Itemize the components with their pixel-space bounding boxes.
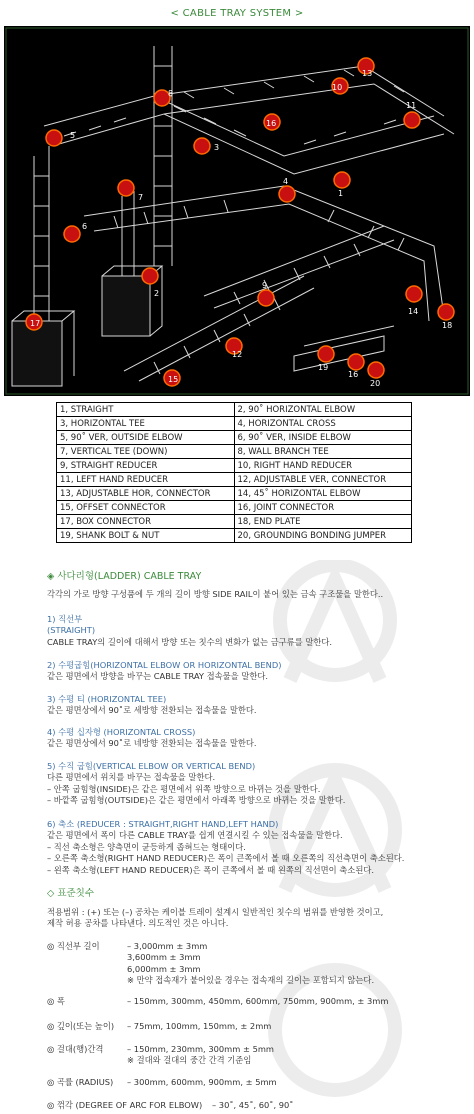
ladder-description: 각각의 가로 방향 구성품에 두 개의 길이 방향 SIDE RAIL이 붙어 있는 금속 구조물을 말한다.. xyxy=(47,589,384,599)
parts-cell: 8, WALL BRANCH TEE xyxy=(234,445,412,459)
ladder-item-title: 1) 직선부 xyxy=(47,614,83,624)
spec-label: ◎ 직선부 길이 xyxy=(47,941,100,951)
spec-label: ◎ 걸대(행)간격 xyxy=(47,1044,104,1054)
spec-row xyxy=(47,1100,294,1111)
svg-text:6: 6 xyxy=(82,222,88,231)
parts-row xyxy=(57,515,412,529)
parts-cell: 7, VERTICAL TEE (DOWN) xyxy=(57,445,235,459)
cable-tray-diagram xyxy=(4,26,470,396)
spec-value: – 3,000mm ± 3mm xyxy=(127,941,208,951)
ladder-item-text: 같은 평면에서 방향을 바꾸는 CABLE TRAY 접속물을 말한다. xyxy=(47,671,269,682)
svg-text:20: 20 xyxy=(370,379,381,388)
svg-text:12: 12 xyxy=(232,350,243,359)
parts-cell: 15, OFFSET CONNECTOR xyxy=(57,501,235,515)
parts-cell: 13, ADJUSTABLE HOR, CONNECTOR xyxy=(57,487,235,501)
svg-text:2: 2 xyxy=(154,289,160,298)
spec-row xyxy=(47,941,375,986)
svg-text:11: 11 xyxy=(406,101,417,110)
parts-cell: 17, BOX CONNECTOR xyxy=(57,515,235,529)
parts-table xyxy=(56,402,412,543)
svg-text:9: 9 xyxy=(262,281,268,290)
spec-label: ◎ 곡률 (RADIUS) xyxy=(47,1077,114,1087)
svg-text:1: 1 xyxy=(338,189,344,198)
spec-label: ◎ 깊이(또는 높이) xyxy=(47,1021,115,1031)
ladder-item-text: – 바깥쪽 굽힘형(OUTSIDE)은 같은 평면에서 아래쪽 방향으로 바뀌는 것을 말한다. xyxy=(47,795,346,806)
parts-row xyxy=(57,403,412,417)
diamond-outline-icon: ◇ xyxy=(47,888,55,899)
page-title: < CABLE TRAY SYSTEM > xyxy=(170,8,304,19)
spec-value: – 150mm, 230mm, 300mm ± 5mm xyxy=(127,1044,275,1054)
spec-row xyxy=(47,1077,277,1088)
marker-16 xyxy=(264,114,280,130)
parts-cell: 20, GROUNDING BONDING JUMPER xyxy=(234,529,412,543)
parts-row xyxy=(57,529,412,543)
ladder-item-text: 같은 평면상에서 90˚로 네방향 전환되는 접속물을 말한다. xyxy=(47,738,257,749)
spec-row xyxy=(47,1044,275,1066)
spec-value: – 150mm, 300mm, 450mm, 600mm, 750mm, 900mm, ± 3mm xyxy=(127,996,389,1006)
svg-text:4: 4 xyxy=(283,177,289,186)
spec-label: ◎ 폭 xyxy=(47,996,65,1006)
ladder-item-text: – 안쪽 굽힘형(INSIDE)은 같은 평면에서 위쪽 방향으로 바뀌는 것을 말한다. xyxy=(47,783,321,794)
svg-text:16: 16 xyxy=(348,370,359,379)
parts-cell: 2, 90˚ HORIZONTAL ELBOW xyxy=(234,403,412,417)
parts-cell: 19, SHANK BOLT & NUT xyxy=(57,529,235,543)
ladder-item-title: 3) 수평 티 (HORIZONTAL TEE) xyxy=(47,694,167,704)
spec-row xyxy=(47,1021,272,1032)
standard-intro-text: 제작 허용 공차를 나타낸다. 의도적인 것은 아니다. xyxy=(47,918,229,929)
parts-cell: 9, STRAIGHT REDUCER xyxy=(57,459,235,473)
ladder-item-title: 6) 축소 (REDUCER : STRAIGHT,RIGHT HAND,LEFT HAND) xyxy=(47,819,279,829)
ladder-item-text: – 직선 축소형은 양측면이 균등하게 좁혀드는 형태이다. xyxy=(47,841,246,852)
parts-row xyxy=(57,459,412,473)
parts-cell: 14, 45˚ HORIZONTAL ELBOW xyxy=(234,487,412,501)
svg-text:14: 14 xyxy=(408,307,419,316)
spec-value: 6,000mm ± 3mm xyxy=(127,963,201,974)
spec-value: – 75mm, 100mm, 150mm, ± 2mm xyxy=(127,1021,272,1031)
ladder-item-text: 같은 평면에서 폭이 다른 CABLE TRAY를 쉽게 연결시킬 수 있는 접속물을 말한다. xyxy=(47,830,343,841)
marker-15 xyxy=(164,370,180,386)
marker-17 xyxy=(26,314,42,330)
spec-value: – 300mm, 600mm, 900mm, ± 5mm xyxy=(127,1077,277,1087)
parts-row xyxy=(57,417,412,431)
svg-text:15: 15 xyxy=(168,375,179,384)
standard-heading: ◇ 표준칫수 xyxy=(47,888,95,899)
parts-cell: 3, HORIZONTAL TEE xyxy=(57,417,235,431)
parts-cell: 16, JOINT CONNECTOR xyxy=(234,501,412,515)
ladder-item-title: 5) 수직 굽힘(VERTICAL ELBOW OR VERTICAL BEND) xyxy=(47,761,256,771)
spec-label: ◎ 꺾각 (DEGREE OF ARC FOR ELBOW) xyxy=(47,1100,203,1110)
ladder-item-text: – 오른쪽 축소형(RIGHT HAND REDUCER)은 폭이 큰쪽에서 볼 때 오른쪽의 직선측면이 축소된다. xyxy=(47,853,405,864)
svg-text:19: 19 xyxy=(318,363,329,372)
ladder-item-title: 2) 수평굽힘(HORIZONTAL ELBOW OR HORIZONTAL BEND) xyxy=(47,660,282,670)
spec-value: ※ 만약 접속재가 붙어있을 경우는 접속재의 길이는 포함되지 않는다. xyxy=(127,975,375,986)
parts-cell: 4, HORIZONTAL CROSS xyxy=(234,417,412,431)
svg-text:5: 5 xyxy=(70,131,76,140)
parts-cell: 18, END PLATE xyxy=(234,515,412,529)
spec-row xyxy=(47,996,389,1007)
diamond-icon: ◈ xyxy=(47,571,55,582)
marker-10 xyxy=(332,78,348,94)
ladder-item-title: 4) 수평 십자형 (HORIZONTAL CROSS) xyxy=(47,727,196,737)
svg-text:13: 13 xyxy=(362,69,373,78)
parts-cell: 1, STRAIGHT xyxy=(57,403,235,417)
parts-row xyxy=(57,487,412,501)
svg-text:3: 3 xyxy=(214,143,220,152)
parts-row xyxy=(57,445,412,459)
svg-text:16: 16 xyxy=(266,119,277,128)
spec-value: 3,600mm ± 3mm xyxy=(127,952,201,963)
parts-cell: 6, 90˚ VER, INSIDE ELBOW xyxy=(234,431,412,445)
ladder-item-text: CABLE TRAY의 길이에 대해서 방향 또는 칫수의 변화가 없는 금구류를 말한다. xyxy=(47,636,333,647)
ladder-item-text: 다른 평면에서 위치를 바꾸는 접속물을 말한다. xyxy=(47,772,216,783)
spec-value: – 30˚, 45˚, 60˚, 90˚ xyxy=(212,1100,294,1110)
parts-row xyxy=(57,431,412,445)
svg-text:17: 17 xyxy=(30,319,41,328)
parts-row xyxy=(57,501,412,515)
parts-cell: 11, LEFT HAND REDUCER xyxy=(57,473,235,487)
svg-text:10: 10 xyxy=(332,83,343,92)
parts-cell: 10, RIGHT HAND REDUCER xyxy=(234,459,412,473)
svg-text:18: 18 xyxy=(442,321,453,330)
spec-value: ※ 걸대와 걸대의 중간 간격 기준임 xyxy=(127,1055,252,1066)
ladder-item-text: 같은 평면상에서 90˚로 세방향 전환되는 접속물을 말한다. xyxy=(47,705,257,716)
svg-text:7: 7 xyxy=(138,193,144,202)
ladder-item-subtitle: (STRAIGHT) xyxy=(47,625,96,636)
svg-text:8: 8 xyxy=(168,89,174,98)
standard-intro-text: 적용범위 : (+) 또는 (–) 공차는 케이블 트레이 설계시 일반적인 칫수의 범위를 반영한 것이고, xyxy=(47,907,384,917)
parts-row xyxy=(57,473,412,487)
ladder-heading: ◈ 사다리형(LADDER) CABLE TRAY xyxy=(47,571,202,582)
ladder-item-text: – 왼쪽 축소형(LEFT HAND REDUCER)은 폭이 큰쪽에서 볼 때 왼쪽의 직선면이 축소된다. xyxy=(47,864,374,875)
parts-cell: 5, 90˚ VER, OUTSIDE ELBOW xyxy=(57,431,235,445)
parts-cell: 12, ADJUSTABLE VER, CONNECTOR xyxy=(234,473,412,487)
